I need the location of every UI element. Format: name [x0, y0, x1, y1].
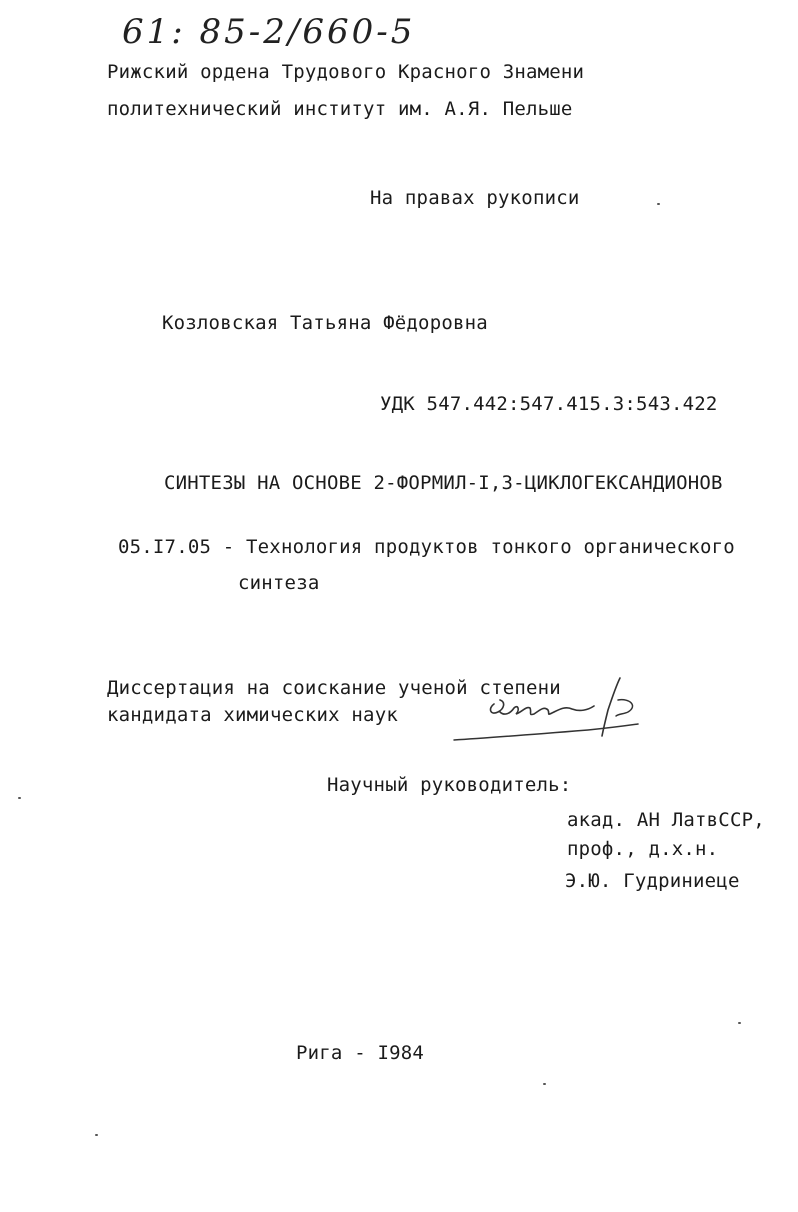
- author-signature: [448, 676, 658, 756]
- scan-speck: [657, 203, 660, 205]
- handwritten-archive-number: 61: 85-2/660-5: [122, 12, 416, 52]
- specialty-line-2: синтеза: [238, 572, 320, 594]
- scan-speck: [543, 1083, 546, 1085]
- supervisor-title-line-1: акад. АН ЛатвССР,: [567, 809, 765, 831]
- dissertation-title: СИНТЕЗЫ НА ОСНОВЕ 2-ФОРМИЛ-I,3-ЦИКЛОГЕКСАНДИОНОВ: [164, 472, 723, 494]
- author-name: Козловская Татьяна Фёдоровна: [162, 312, 488, 334]
- scan-speck: [18, 797, 21, 799]
- dissertation-degree-line-1: Диссертация на соискание ученой степени: [107, 677, 561, 699]
- supervisor-name: Э.Ю. Гудриниеце: [565, 870, 740, 892]
- dissertation-degree-line-2: кандидата химических наук: [107, 704, 398, 726]
- institution-line-1: Рижский ордена Трудового Красного Знамени: [107, 61, 585, 83]
- institution-line-2: политехнический институт им. А.Я. Пельше: [107, 98, 573, 120]
- supervisor-label: Научный руководитель:: [327, 774, 572, 796]
- udc-code: УДК 547.442:547.415.3:543.422: [380, 393, 718, 415]
- scan-speck: [738, 1022, 741, 1024]
- scan-speck: [95, 1134, 98, 1136]
- place-and-year: Рига - I984: [296, 1042, 425, 1064]
- supervisor-title-line-2: проф., д.х.н.: [567, 838, 719, 860]
- specialty-line-1: 05.I7.05 - Технология продуктов тонкого органического: [118, 536, 735, 558]
- manuscript-note: На правах рукописи: [370, 187, 580, 209]
